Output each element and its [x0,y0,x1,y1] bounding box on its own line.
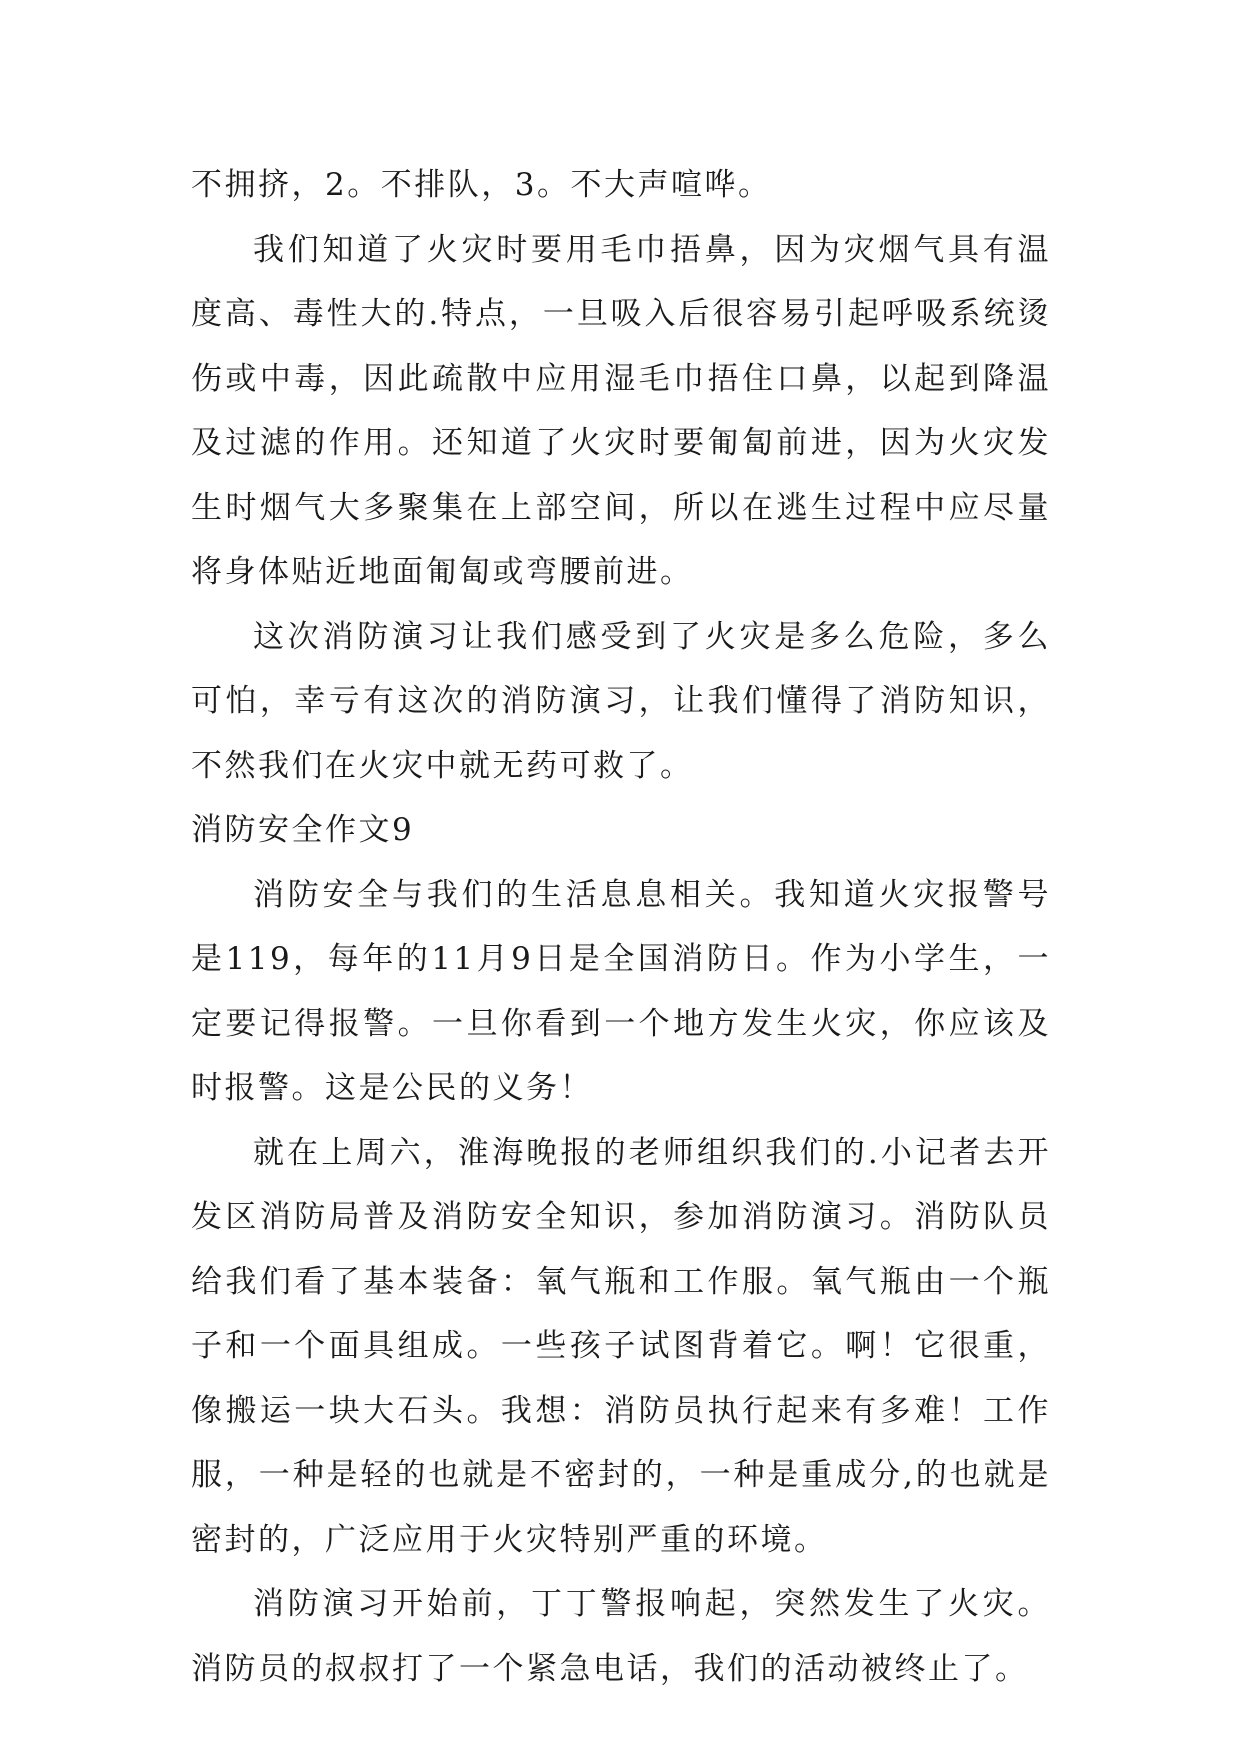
document-body [191,153,1051,1701]
paragraph-smoke-safety: 我们知道了火灾时要用毛巾捂鼻，因为灾烟气具有温度高、毒性大的.特点，一旦吸入后很容易引起呼吸系统烫伤或中毒，因此疏散中应用湿毛巾捂住口鼻，以起到降温及过滤的作用。还知道了火灾时要匍匐前进，因为火灾发生时烟气大多聚集在上部空间，所以在逃生过程中应尽量将身体贴近地面匍匐或弯腰前进。 [191,231,1051,590]
paragraph-fire-station-visit: 就在上周六，淮海晚报的老师组织我们的.小记者去开发区消防局普及消防安全知识，参加消防演习。消防队员给我们看了基本装备：氧气瓶和工作服。氧气瓶由一个瓶子和一个面具组成。一些孩子试图背着它。啊！它很重，像搬运一块大石头。我想：消防员执行起来有多难！工作服，一种是轻的也就是不密封的，一种是重成分,的也就是密封的，广泛应用于火灾特别严重的环境。 [191,1134,1051,1558]
paragraph-drill-reflection: 这次消防演习让我们感受到了火灾是多么危险，多么可怕，幸亏有这次的消防演习，让我们懂得了消防知识，不然我们在火灾中就无药可救了。 [191,618,1051,784]
essay-heading: 消防安全作文9 [191,812,415,848]
paragraph-fire-safety-intro: 消防安全与我们的生活息息相关。我知道火灾报警号是119，每年的11月9日是全国消防日。作为小学生，一定要记得报警。一旦你看到一个地方发生火灾，你应该及时报警。这是公民的义务！ [191,876,1051,1106]
paragraph-drill-start: 消防演习开始前，丁丁警报响起，突然发生了火灾。消防员的叔叔打了一个紧急电话，我们的活动被终止了。 [191,1586,1051,1687]
paragraph-continuation: 不拥挤，2。不排队，3。不大声喧哗。 [191,167,772,203]
